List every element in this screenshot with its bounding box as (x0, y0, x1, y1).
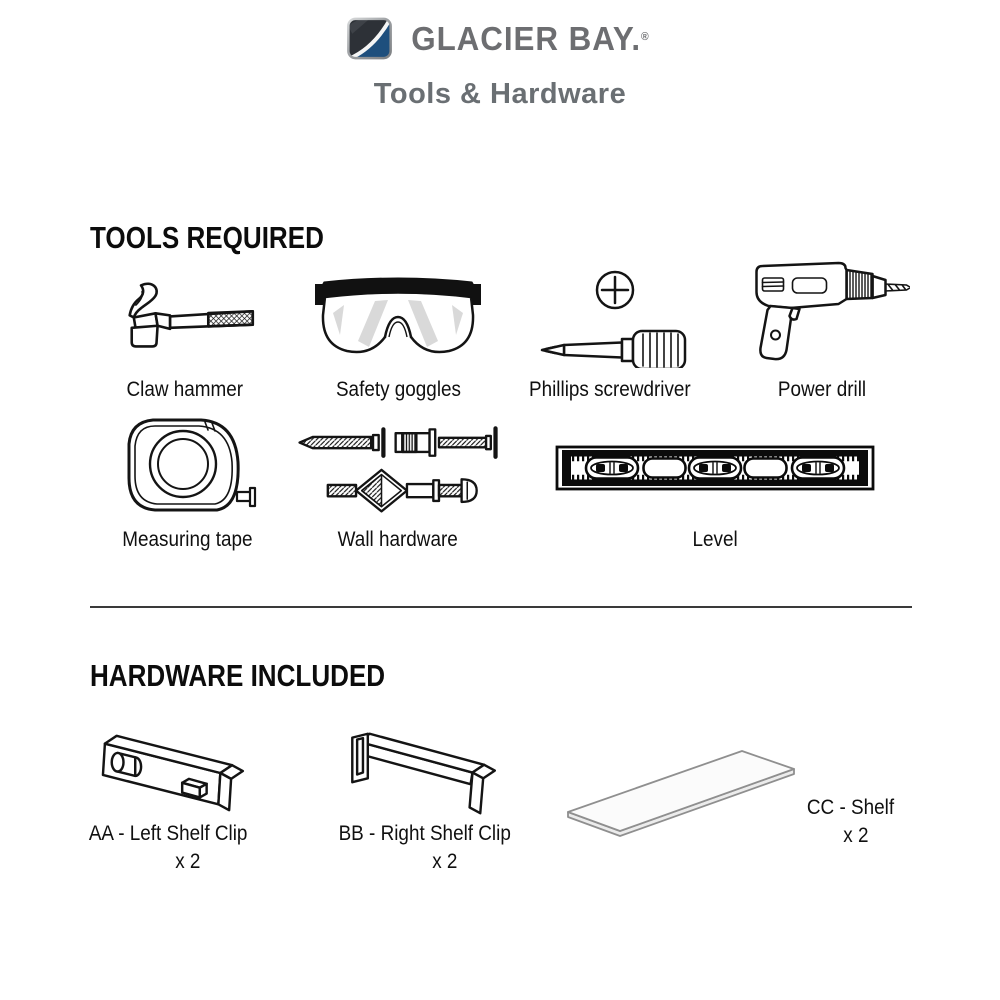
wall-hardware-icon (292, 412, 504, 524)
hardware-item-left-shelf-clip (75, 728, 261, 874)
safety-goggles-icon (292, 262, 504, 374)
brand-name: GLACIER BAY.® (410, 19, 649, 57)
phillips-screwdriver-icon (504, 262, 716, 374)
hardware-qty: x 2 (175, 850, 201, 873)
left-shelf-clip-icon (75, 728, 261, 818)
level-icon (555, 412, 875, 524)
claw-hammer-icon (79, 262, 291, 374)
brand-header (0, 16, 1000, 61)
hardware-label: CC - Shelf (806, 796, 895, 819)
hardware-label: AA - Left Shelf Clip (88, 822, 248, 845)
hardware-included-heading: HARDWARE INCLUDED (90, 658, 386, 693)
tool-item-wall-hardware (292, 412, 504, 552)
tool-item-safety-goggles (292, 262, 504, 402)
tool-label: Wall hardware (337, 528, 459, 551)
hardware-qty: x 2 (843, 824, 869, 847)
glacier-bay-logo-icon (346, 16, 393, 61)
power-drill-icon (716, 262, 928, 374)
tool-label: Power drill (777, 378, 867, 401)
tool-item-claw-hammer (79, 262, 291, 402)
tools-required-heading: TOOLS REQUIRED (90, 220, 324, 255)
measuring-tape-icon (81, 412, 293, 524)
tool-label: Phillips screwdriver (529, 378, 691, 401)
registered-mark: ® (640, 30, 649, 43)
tool-item-measuring-tape (81, 412, 293, 552)
shelf-icon (556, 745, 806, 840)
tool-item-power-drill (716, 262, 928, 402)
tool-label: Safety goggles (335, 378, 461, 401)
tool-label: Level (692, 528, 738, 551)
right-shelf-clip-icon (332, 728, 518, 818)
hardware-qty: x 2 (432, 850, 458, 873)
hardware-label: BB - Right Shelf Clip (338, 822, 512, 845)
tool-item-level (555, 412, 875, 552)
hardware-item-right-shelf-clip (332, 728, 518, 874)
tool-label: Measuring tape (121, 528, 253, 551)
page-title: Tools & Hardware (373, 78, 627, 110)
tool-label: Claw hammer (126, 378, 244, 401)
hardware-item-shelf (788, 792, 913, 848)
section-divider (90, 606, 912, 608)
tool-item-phillips-screwdriver (504, 262, 716, 402)
